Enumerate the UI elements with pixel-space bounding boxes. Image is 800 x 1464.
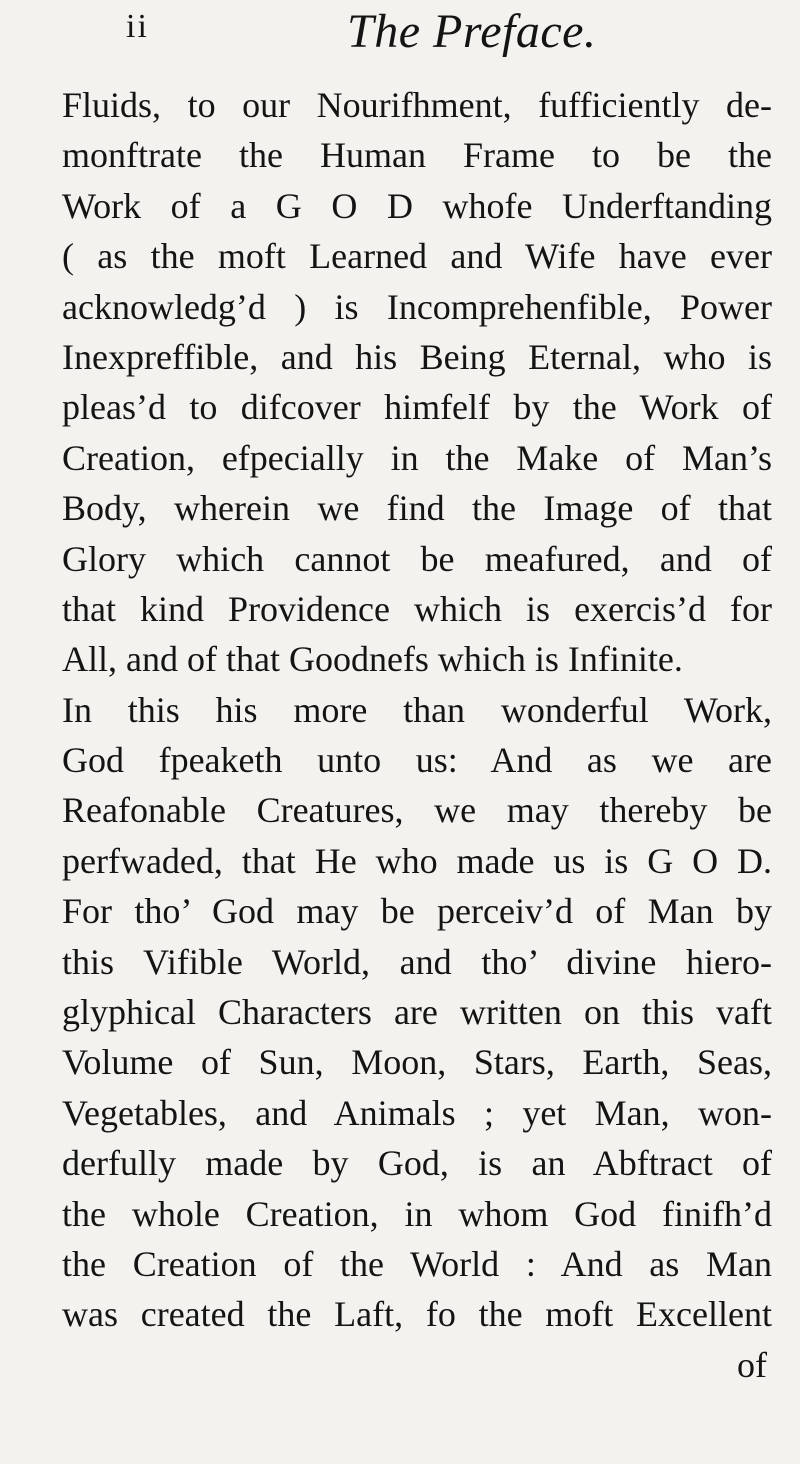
- text-line: perfwaded, that He who made us is G O D.: [62, 840, 772, 881]
- text-line: For tho’ God may be perceiv’d of Man by: [62, 891, 772, 932]
- catchword: of: [737, 1344, 767, 1385]
- text-line: Creation, efpecially in the Make of Man’s: [62, 437, 772, 478]
- text-line: Vegetables, and Animals ; yet Man, won-: [62, 1092, 772, 1133]
- text-line: glyphical Characters are written on this vaft: [62, 992, 772, 1033]
- text-line: Fluids, to our Nourifhment, fufficiently de-: [62, 85, 772, 125]
- text-line: this Vifible World, and tho’ divine hiero-: [62, 941, 772, 982]
- text-line: ( as the moft Learned and Wife have ever: [62, 236, 772, 277]
- body-text: [62, 80, 772, 1390]
- text-line: the Creation of the World : And as Man: [62, 1243, 772, 1284]
- text-line: Reafonable Creatures, we may thereby be: [62, 790, 772, 831]
- text-line: monftrate the Human Frame to be the: [62, 135, 772, 176]
- text-line: acknowledg’d ) is Incomprehenfible, Power: [62, 286, 772, 327]
- running-title: The Preface.: [347, 5, 597, 58]
- page-number: ii: [126, 8, 149, 45]
- text-line: In this his more than wonderful Work,: [62, 689, 772, 730]
- text-line: Inexpreffible, and his Being Eternal, who is: [62, 336, 772, 377]
- text-line: derfully made by God, is an Abftract of: [62, 1143, 772, 1184]
- text-line: All, and of that Goodnefs which is Infinite.: [62, 639, 683, 680]
- text-line: Body, wherein we find the Image of that: [62, 488, 772, 529]
- running-head: [62, 0, 800, 74]
- text-line: pleas’d to difcover himfelf by the Work of: [62, 387, 772, 428]
- text-line: Work of a G O D whofe Underftanding: [62, 185, 772, 226]
- text-line: Volume of Sun, Moon, Stars, Earth, Seas,: [62, 1042, 772, 1083]
- text-line: the whole Creation, in whom God finifh’d: [62, 1193, 772, 1234]
- text-line: God fpeaketh unto us: And as we are: [62, 740, 772, 781]
- text-line: Glory which cannot be meafured, and of: [62, 538, 772, 579]
- text-line: was created the Laft, fo the moft Excellent: [62, 1294, 772, 1335]
- text-line: that kind Providence which is exercis’d for: [62, 588, 772, 629]
